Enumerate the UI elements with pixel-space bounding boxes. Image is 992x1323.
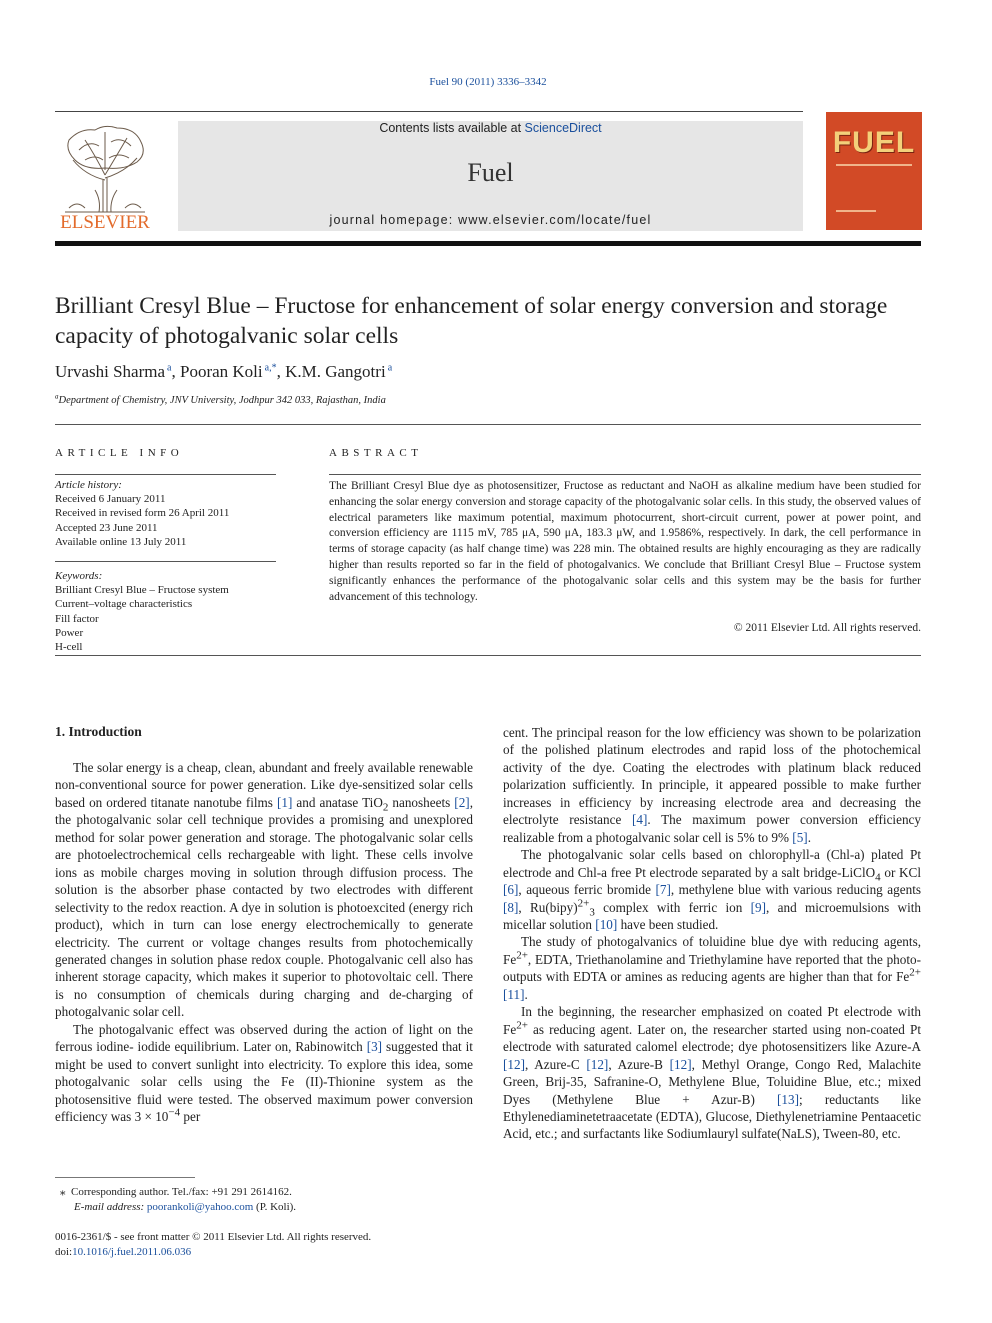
keyword: Brilliant Cresyl Blue – Fructose system <box>55 584 229 597</box>
corresponding-author-text: Corresponding author. Tel./fax: +91 291 2614162. <box>71 1186 292 1198</box>
reference-link[interactable]: [9] <box>750 899 767 915</box>
elsevier-logo[interactable] <box>55 120 155 232</box>
affiliation-link[interactable]: a <box>387 362 393 374</box>
article-info-heading: ARTICLE INFO <box>55 447 184 459</box>
reference-link[interactable]: [6] <box>503 882 519 898</box>
doi-line <box>55 1245 191 1260</box>
doi-label: doi: <box>55 1246 73 1258</box>
paragraph: In the beginning, the researcher emphasized on coated Pt electrode with $Fe^{2+}$ as reducing agent. Later on, the researcher started using non-coated Pt electrode with saturated calomel electrode; dye photosensitizers like Azure-A [12], Azure-C [12], Azure-B [12], Methyl Orange, Congo Red, Malachite Green, Brij-35, Safranine-O, Methylene Blue, Toluidine Blue, etc.; mixed Dyes (Methylene Blue + Azur-B) [13]; reductants like Ethylenediaminetetraacetate (EDTA), Glucose, Diethylenetriamine Pentaacetic Acid, etc.; and surfactants like Sodiumlauryl sulfate(NaLS), Tween-80, etc. <box>503 1004 921 1142</box>
author-name: K.M. Gangotri <box>285 362 386 381</box>
reference-link[interactable]: [10] <box>595 916 618 932</box>
email-suffix: (P. Koli). <box>253 1201 297 1213</box>
keyword: Power <box>55 626 84 639</box>
divider <box>55 655 921 656</box>
author-name: Urvashi Sharma <box>55 362 166 381</box>
journal-citation[interactable]: Fuel 90 (2011) 3336–3342 <box>429 76 547 88</box>
journal-homepage[interactable]: journal homepage: www.elsevier.com/locate/fuel <box>329 213 652 227</box>
affiliation-text: Department of Chemistry, JNV University, Jodhpur 342 033, Rajasthan, India <box>58 395 386 406</box>
footnote-rule <box>55 1177 195 1178</box>
email-link[interactable]: poorankoli@yahoo.com <box>146 1201 254 1213</box>
sciencedirect-link[interactable]: ScienceDirect <box>524 121 602 135</box>
asterisk-icon: ⁎ <box>60 1186 66 1198</box>
author-list: Urvashi Sharma $^a$, Pooran Koli $^{a,*}$, K.M. Gangotri $^a$ <box>55 362 393 381</box>
article-history <box>55 478 276 549</box>
issn-line: 0016-2361/$ - see front matter © 2011 Elsevier Ltd. All rights reserved. <box>55 1231 372 1243</box>
reference-link[interactable]: [12] <box>586 1056 609 1072</box>
history-item: Accepted 23 June 2011 <box>55 521 158 534</box>
keywords-label: Keywords: <box>55 570 103 582</box>
section-heading: 1. Introduction <box>55 724 142 739</box>
reference-link[interactable]: [12] <box>503 1056 525 1072</box>
elsevier-tree-icon <box>55 120 155 232</box>
divider <box>55 474 276 475</box>
cover-logo-text: FUEL <box>832 126 916 159</box>
reference-link[interactable]: [12] <box>669 1056 692 1072</box>
divider <box>55 561 276 562</box>
affiliation-link[interactable]: a <box>167 362 172 374</box>
reference-link[interactable]: [5] <box>792 829 808 845</box>
affiliation <box>55 392 386 406</box>
footnote-corresponding <box>60 1185 292 1200</box>
reference-link[interactable]: [8] <box>503 899 519 915</box>
paragraph: The study of photogalvanics of toluidine blue dye with reducing agents, $Fe^{2+}$, EDTA, Triethanolamine and Triethylamine have reported that the photo-outputs with EDTA or amines as reducing agents are higher than that for $Fe^{2+}$ [11]. <box>503 934 921 1002</box>
affiliation-mark: a <box>55 392 59 401</box>
contents-line <box>178 121 803 135</box>
history-label: Article history: <box>55 479 122 491</box>
reference-link[interactable]: [1] <box>276 794 293 810</box>
divider <box>55 424 921 425</box>
journal-name: Fuel <box>467 158 514 187</box>
right-column <box>503 724 921 1143</box>
abstract-heading: ABSTRACT <box>329 447 423 459</box>
journal-cover-thumbnail[interactable] <box>826 112 922 230</box>
keywords <box>55 569 276 654</box>
paragraph: The photogalvanic solar cells based on chlorophyll-a (Chl-a) plated Pt electrode and Chl-a free Pt electrode separated by a salt bridge-LiClO$_4$ or KCl [6], aqueous ferric bromide [7], methylene blue with various reducing agents [8], Ru(bipy)$^{2+}_3$ complex with ferric ion [9], and microemulsions with micellar solution [10] have been studied. <box>503 847 921 932</box>
author-name: Pooran Koli <box>179 362 263 381</box>
doi-link[interactable]: 10.1016/j.fuel.2011.06.036 <box>72 1246 192 1258</box>
affiliation-link[interactable]: a,* <box>264 362 277 374</box>
contents-prefix: Contents lists available at <box>379 121 525 135</box>
article-title: Brilliant Cresyl Blue – Fructose for enhancement of solar energy conversion and storage capacity of photogalvanic solar cells <box>55 293 888 349</box>
left-column <box>55 759 473 1126</box>
divider <box>329 474 921 475</box>
svg-text:ELSEVIER: ELSEVIER <box>60 212 150 232</box>
footnote-email <box>74 1200 296 1215</box>
history-item: Received in revised form 26 April 2011 <box>55 507 230 520</box>
paragraph: cent. The principal reason for the low efficiency was shown to be polarization of the polished platinum electrodes and rapid loss of the photochemical activity of the dye. Coating the electrodes with platinum black reduced polarization sufficiently. In principle, it appeared possible to make further increases in efficiency by increasing electrode area and decreasing the electrolyte resistance [4]. The maximum power conversion efficiency realizable from a photogalvanic solar cell is 5% to 9% [5]. <box>503 725 921 845</box>
abstract-text: The Brilliant Cresyl Blue dye as photosensitizer, Fructose as reductant and NaOH as alkaline medium have been studied for enhancing the solar energy conversion and storage capacity of the photogalvanic solar cells. In this study, the observed values of electrical parameters like maximum potential, maximum photocurrent, short-circuit current, power at power point, and conversion efficiency are 1115 mV, 785 μA, 590 μA, 183.3 μW, and 1.9586%, respectively. In dark, the cell performance in terms of storage capacity (as half change time) was 228 min. The obtained results are highly encouraging as they are radically higher than results reported so far in the field of photogalvanics. We conclude that Brilliant Cresyl Blue – Fructose system significantly enhances the performance of the photogalvanic solar cells and this system may be the basis for further advancement of this technology. <box>329 480 921 603</box>
reference-link[interactable]: [4] <box>631 812 648 828</box>
email-label: E-mail address: <box>74 1201 145 1213</box>
reference-link[interactable]: [7] <box>655 882 671 898</box>
header-thick-rule <box>55 241 921 246</box>
reference-link[interactable]: [11] <box>503 986 525 1002</box>
header-rule <box>55 111 803 112</box>
reference-link[interactable]: [2] <box>454 794 470 810</box>
paragraph: The solar energy is a cheap, clean, abundant and freely available renewable non-conventional source for power generation. Like dye-sensitized solar cells based on ordered titanate nanotube films [1] and anatase TiO$_2$ nanosheets [2], the photogalvanic solar cell technique provides a promising and unexplored method for solar power generation and storage. The photogalvanic solar cells are photoelectrochemical cells rechargeable with light. These cells involve ions as mobile charges moving in solution through diffusion process. The solution is the absorber phase contacted by two electrodes with different selectivity to the redox reaction. A dye in solution is photoexcited (energy rich product), which in turn can lose energy electrochemically to generate electricity. The current or voltage changes results from photochemically generated changes in solution phase redox couple. Photogalvanic cell also has inherent storage capacity, which makes it superior to photovoltaic cell. There is no consumption of chemicals during charging and de-charging of photogalvanic solar cell. <box>55 760 473 1020</box>
history-item: Received 6 January 2011 <box>55 493 166 506</box>
keyword: Fill factor <box>55 612 99 625</box>
reference-link[interactable]: [13] <box>777 1091 800 1107</box>
keyword: Current–voltage characteristics <box>55 598 193 611</box>
keyword: H-cell <box>55 641 83 654</box>
abstract-copyright: © 2011 Elsevier Ltd. All rights reserved. <box>733 622 921 634</box>
paragraph: The photogalvanic effect was observed during the action of light on the ferrous iodine- iodide equilibrium. Later on, Rabinowitch [3] suggested that it might be used to convert sunlight into electricity. To explore this idea, some photogalvanic solar cells using the Fe (II)-Thionine system as the photosensitive fluid were tested. The observed maximum power conversion efficiency was $3 \times 10^{-4}$ per <box>55 1021 473 1125</box>
reference-link[interactable]: [3] <box>366 1039 383 1055</box>
history-item: Available online 13 July 2011 <box>55 535 187 548</box>
